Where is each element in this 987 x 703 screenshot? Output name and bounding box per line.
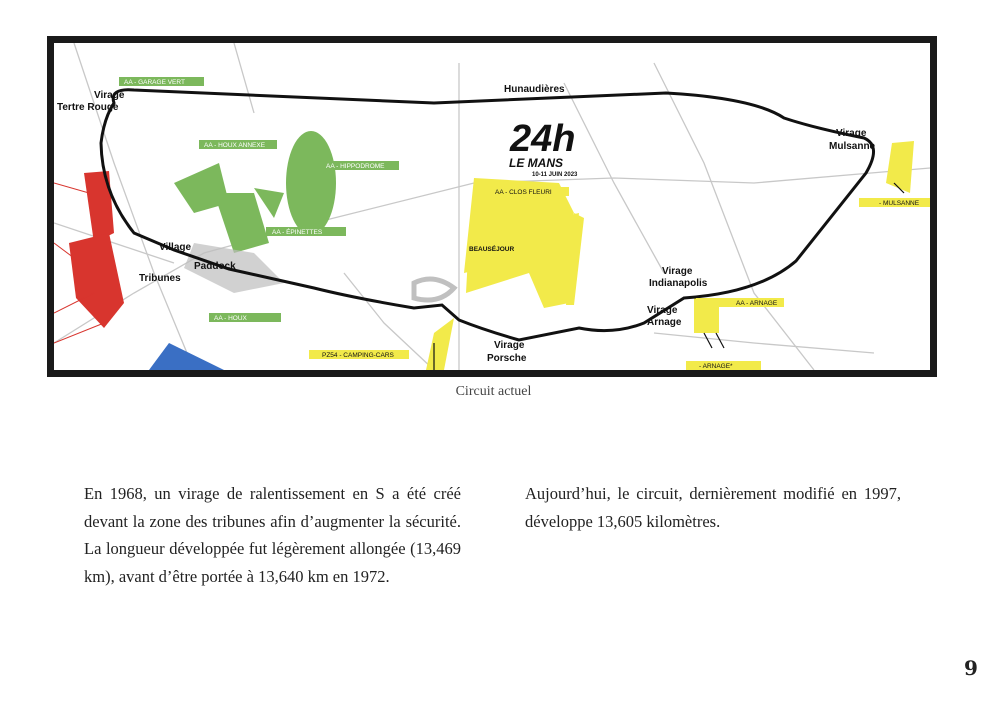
tag-beausejour: BEAUSÉJOUR (469, 246, 515, 253)
label-paddock: Paddock (194, 261, 236, 272)
label-mulsanne-2: Mulsanne (829, 141, 876, 152)
label-indianapolis-2: Indianapolis (649, 278, 708, 289)
tag-arnage: AA - ARNAGE (736, 300, 778, 307)
label-indianapolis-1: Virage (662, 266, 693, 277)
label-tertre-rouge-1: Virage (94, 90, 125, 101)
circuit-map-drawing (54, 43, 930, 370)
label-arnage-2: Arnage (647, 317, 682, 328)
tag-garage-vert: AA - GARAGE VERT (124, 79, 185, 86)
tag-epinettes: AA - ÉPINETTES (272, 229, 323, 236)
logo-24h: 24h (510, 118, 576, 160)
label-hunaudieres: Hunaudières (504, 84, 565, 95)
label-mulsanne-1: Virage (836, 128, 867, 139)
tag-houx-annexe: AA - HOUX ANNEXE (204, 142, 266, 149)
logo-le-mans: LE MANS (509, 156, 563, 170)
tag-hippodrome: AA - HIPPODROME (326, 163, 385, 170)
tag-clos-fleuri: AA - CLOS FLEURI (495, 189, 552, 196)
label-arnage-1: Virage (647, 305, 678, 316)
label-porsche-1: Virage (494, 340, 525, 351)
tag-mulsanne-p: - MULSANNE (879, 200, 920, 207)
label-village: Village (159, 242, 192, 253)
paragraph-left: En 1968, un virage de ralentissement en S a été créé devant la zone des tribunes afin d’augmenter la sécurité. La longueur développée fut légèrement allongée (13,469 km), avant d’être portée à 13,640 km en 1972. (84, 484, 461, 586)
tag-arnage-p: - ARNAGE* (699, 363, 733, 370)
map-caption: Circuit actuel (455, 384, 532, 399)
tag-houx: AA - HOUX (214, 315, 247, 322)
paragraph-right: Aujourd’hui, le circuit, dernièrement modifié en 1997, développe 13,605 kilomètres. (525, 484, 901, 531)
logo-dates: 10-11 JUIN 2023 (532, 172, 578, 178)
circuit-map (47, 36, 937, 377)
label-porsche-2: Porsche (487, 353, 527, 364)
page-number: 9 (964, 656, 978, 680)
label-tribunes: Tribunes (139, 273, 181, 284)
label-tertre-rouge-2: Tertre Rouge (57, 102, 119, 113)
tag-pz54: PZ54 - CAMPING-CARS (322, 352, 394, 359)
